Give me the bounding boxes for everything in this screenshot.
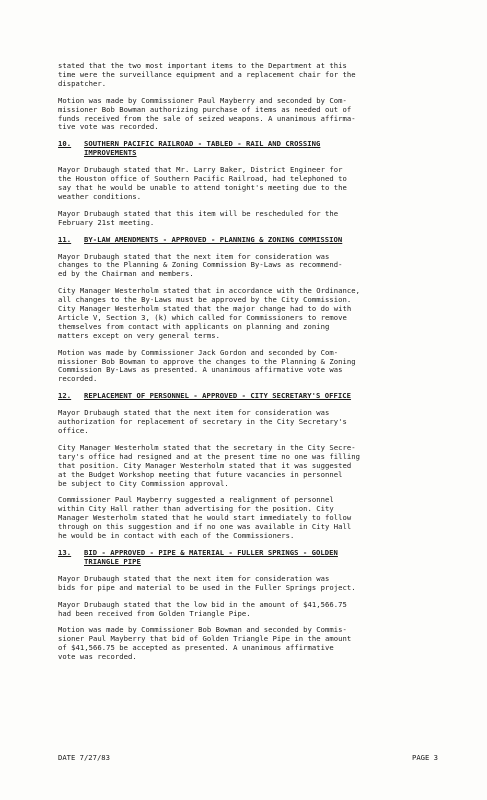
footer-page-number: PAGE 3 [412,753,438,762]
paragraph: Mayor Drubaugh stated that the next item for consideration was bids for pipe and material to be used in the Fuller Springs project. [58,573,356,592]
paragraph: Mayor Drubaugh stated that this item will be rescheduled for the February 21st meeting. [58,208,339,227]
page-footer [58,753,438,762]
section-title: REPLACEMENT OF PERSONNEL - APPROVED - CITY SECRETARY'S OFFICE [84,391,352,401]
document-body [58,62,438,670]
paragraph: City Manager Westerholm stated that the secretary in the City Secre- tary's office had resigned and at the present time no one was filling that position. City Manager Westerholm stated that it was suggested at the Budget Workshop meeting that future vacancies in personnel be subject to City Commission approval. [58,442,361,488]
paragraph: Mayor Drubaugh stated that the next item for consideration was authorization for replacement of secretary in the City Secretary's office. [58,408,347,435]
paragraph: stated that the two most important items to the Department at this time were the surveillance equipment and a replacement chair for the dispatcher. [58,61,356,88]
paragraph: Motion was made by Commissioner Bob Bowman and seconded by Commis- sioner Paul Mayberry that bid of Golden Triangle Pipe in the amount of $41,566.75 be accepted as presented. A unanimous affirmative vote was recorded. [58,625,352,662]
paragraph: City Manager Westerholm stated that in accordance with the Ordinance, all changes to the By-Laws must be approved by the City Commission. City Manager Westerholm stated that the major change had to do with Article V, Section 3, (k) which called for Commissioners to remove themselves from contact with applicants on planning and zoning matters except on very general terms. [58,286,361,340]
paragraph: Motion was made by Commissioner Paul Mayberry and seconded by Com- missioner Bob Bowman authorizing purchase of items as needed out of funds received from the sale of seized weapons. A unanimous affirma- tive vote was recorded. [58,95,356,132]
section-title: BID - APPROVED - PIPE & MATERIAL - FULLER SPRINGS - GOLDEN TRIANGLE PIPE [84,547,338,566]
paragraph: Commissioner Paul Mayberry suggested a realignment of personnel within City Hall rather than advertising for the position. City Manager Westerholm stated that he would start immediately to follow through on this suggestion and if no one was available in City Hall he would be in contact with each of the Commissioners. [58,495,352,541]
section-heading-13 [58,549,438,567]
footer-date: DATE 7/27/83 [58,753,110,762]
section-title: BY-LAW AMENDMENTS - APPROVED - PLANNING & ZONING COMMISSION [84,234,343,244]
section-number: 11. [58,234,72,244]
section-number: 10. [58,139,72,149]
paragraph: Motion was made by Commissioner Jack Gordon and seconded by Com- missioner Bob Bowman to approve the changes to the Planning & Zoning Commission By-Laws as presented. A unanimous affirmative vote was recorded. [58,347,356,384]
paragraph: Mayor Drubaugh stated that Mr. Larry Baker, District Engineer for the Houston office of Southern Pacific Railroad, had telephoned to say that he would be unable to attend tonight's meeting due to the weather conditions. [58,165,347,201]
paragraph: Mayor Drubaugh stated that the low bid in the amount of $41,566.75 had been received from Golden Triangle Pipe. [58,599,347,618]
section-heading-11 [58,236,438,245]
section-title: SOUTHERN PACIFIC RAILROAD - TABLED - RAIL AND CROSSING IMPROVEMENTS [84,139,321,158]
section-number: 13. [58,547,72,557]
section-heading-12 [58,392,438,401]
section-heading-10 [58,140,438,158]
section-number: 12. [58,391,72,401]
paragraph: Mayor Drubaugh stated that the next item for consideration was changes to the Planning & Zoning Commission By-Laws as recommend- ed by the Chairman and members. [58,251,343,279]
